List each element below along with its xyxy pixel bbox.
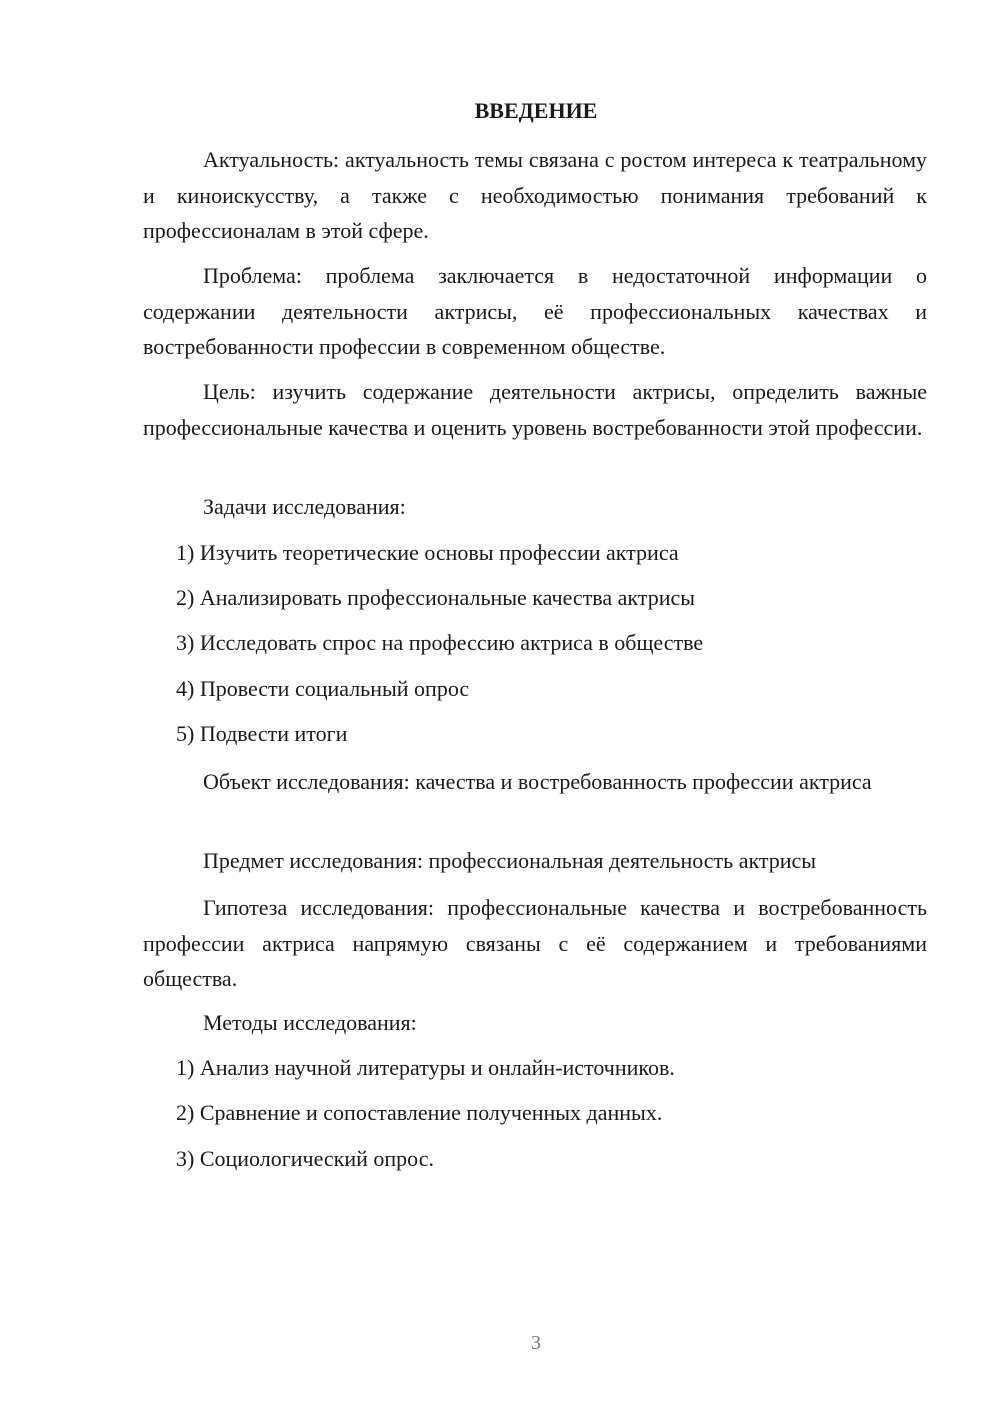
relevance-paragraph: Актуальность: актуальность темы связана с ростом интереса к театральному и киноискусству, а также с необходимостью понимания требований к профессионалам в этой сфере. (143, 147, 927, 243)
subject-line: Предмет исследования: профессиональная деятельность актрисы (203, 848, 817, 873)
object-paragraph: Объект исследования: качества и востребованность профессии актриса (203, 769, 872, 794)
task-item: 4) Провести социальный опрос (176, 676, 470, 701)
hypothesis-paragraph: Гипотеза исследования: профессиональные качества и востребованность профессии актриса напрямую связаны с её содержанием и требованиями общества. (143, 895, 927, 991)
method-item: 3) Социологический опрос. (176, 1146, 434, 1171)
page-number: 3 (531, 1332, 541, 1354)
problem-paragraph: Проблема: проблема заключается в недостаточной информации о содержании деятельности актрисы, её профессиональных качествах и востребованности профессии в современном обществе. (143, 263, 927, 359)
page-title: ВВЕДЕНИЕ (474, 98, 598, 123)
goal-paragraph: Цель: изучить содержание деятельности актрисы, определить важные профессиональные качества и оценить уровень востребованности этой профессии. (143, 379, 927, 440)
tasks-heading: Задачи исследования: (203, 494, 406, 519)
task-item: 5) Подвести итоги (176, 721, 348, 746)
task-item: 1) Изучить теоретические основы профессии актриса (176, 540, 679, 565)
task-item: 3) Исследовать спрос на профессию актриса в обществе (176, 630, 704, 655)
method-item: 2) Сравнение и сопоставление полученных данных. (176, 1100, 663, 1125)
method-item: 1) Анализ научной литературы и онлайн-источников. (176, 1055, 675, 1080)
task-item: 2) Анализировать профессиональные качества актрисы (176, 585, 696, 610)
methods-heading: Методы исследования: (203, 1010, 417, 1035)
